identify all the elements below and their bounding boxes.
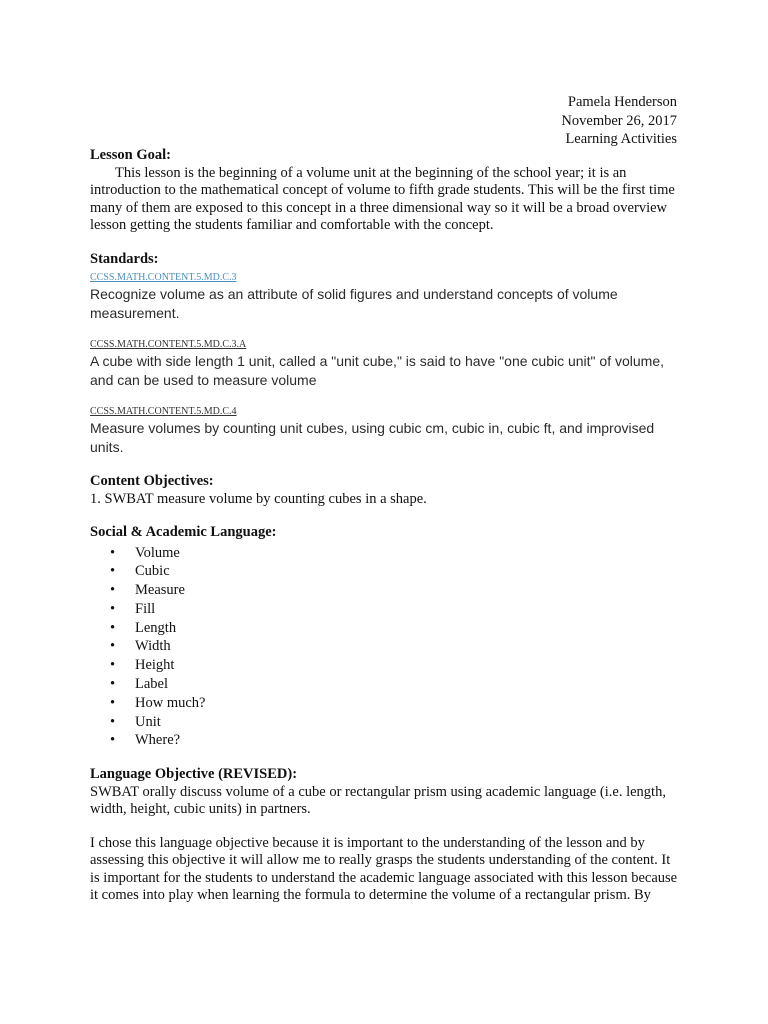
standards-heading: Standards: <box>90 250 159 267</box>
bullet-icon: • <box>110 713 116 730</box>
vocabulary-item: • Label <box>110 676 169 693</box>
vocabulary-item: • Measure <box>110 582 185 599</box>
bullet-icon: • <box>110 619 116 636</box>
document-body <box>90 147 682 905</box>
bullet-icon: • <box>110 657 116 674</box>
bullet-icon: • <box>110 638 116 655</box>
content-objective-item: 1. SWBAT measure volume by counting cubes in a shape. <box>90 490 427 507</box>
standard-code: CCSS.MATH.CONTENT.5.MD.C.3.A <box>90 339 247 350</box>
document-header <box>561 93 677 149</box>
bullet-icon: • <box>110 600 116 617</box>
standard-description: A cube with side length 1 unit, called a "unit cube," is said to have "one cubic unit" of volume, and can be used to measure volume <box>90 353 664 388</box>
bullet-icon: • <box>110 732 116 749</box>
language-objective-heading: Language Objective (REVISED): <box>90 766 298 783</box>
bullet-icon: • <box>110 694 116 711</box>
bullet-icon: • <box>110 582 116 599</box>
academic-language-heading: Social & Academic Language: <box>90 524 277 540</box>
vocabulary-item: • Cubic <box>110 563 170 580</box>
bullet-icon: • <box>110 544 116 561</box>
standard-description: Measure volumes by counting unit cubes, using cubic cm, cubic in, cubic ft, and improvised units. <box>90 420 655 455</box>
language-objective-text: SWBAT orally discuss volume of a cube or rectangular prism using academic language (i.e. length, width, height, cubic units) in partners. <box>90 783 666 818</box>
standard-description: Recognize volume as an attribute of solid figures and understand concepts of volume measurement. <box>90 286 618 321</box>
document-date: November 26, 2017 <box>561 112 677 129</box>
document-subtitle: Learning Activities <box>565 131 677 147</box>
vocabulary-list <box>90 544 682 751</box>
standard-code: CCSS.MATH.CONTENT.5.MD.C.4 <box>90 406 237 417</box>
vocabulary-item: • Volume <box>110 544 180 561</box>
vocabulary-item: • Length <box>110 619 177 636</box>
vocabulary-item: • Width <box>110 638 171 655</box>
lesson-goal-heading: Lesson Goal: <box>90 147 171 163</box>
vocabulary-item: • Unit <box>110 713 161 730</box>
content-objectives-heading: Content Objectives: <box>90 473 214 489</box>
vocabulary-item: • Fill <box>110 600 156 617</box>
vocabulary-item: • Where? <box>110 732 181 749</box>
language-objective-rationale: I chose this language objective because it is important to the understanding of the lesson and by assessing this objective it will allow me to really grasps the students understanding of the content. It is important for the students to understand the academic language associated with this lesson because it comes into play when learning the formula to determine the volume of a rectangular prism. By <box>90 834 678 904</box>
bullet-icon: • <box>110 676 116 693</box>
vocabulary-item: • Height <box>110 657 175 674</box>
author-name: Pamela Henderson <box>567 94 677 110</box>
bullet-icon: • <box>110 563 116 580</box>
lesson-goal-text: This lesson is the beginning of a volume unit at the beginning of the school year; it is an introduction to the mathematical concept of volume to fifth grade students. This will be the first time many of them are exposed to this concept in a three dimensional way so it will be a broad overview lesson getting the students familiar and comfortable with the concept. <box>90 164 675 233</box>
standard-code-link[interactable]: CCSS.MATH.CONTENT.5.MD.C.3 <box>90 272 237 283</box>
vocabulary-item: • How much? <box>110 694 206 711</box>
